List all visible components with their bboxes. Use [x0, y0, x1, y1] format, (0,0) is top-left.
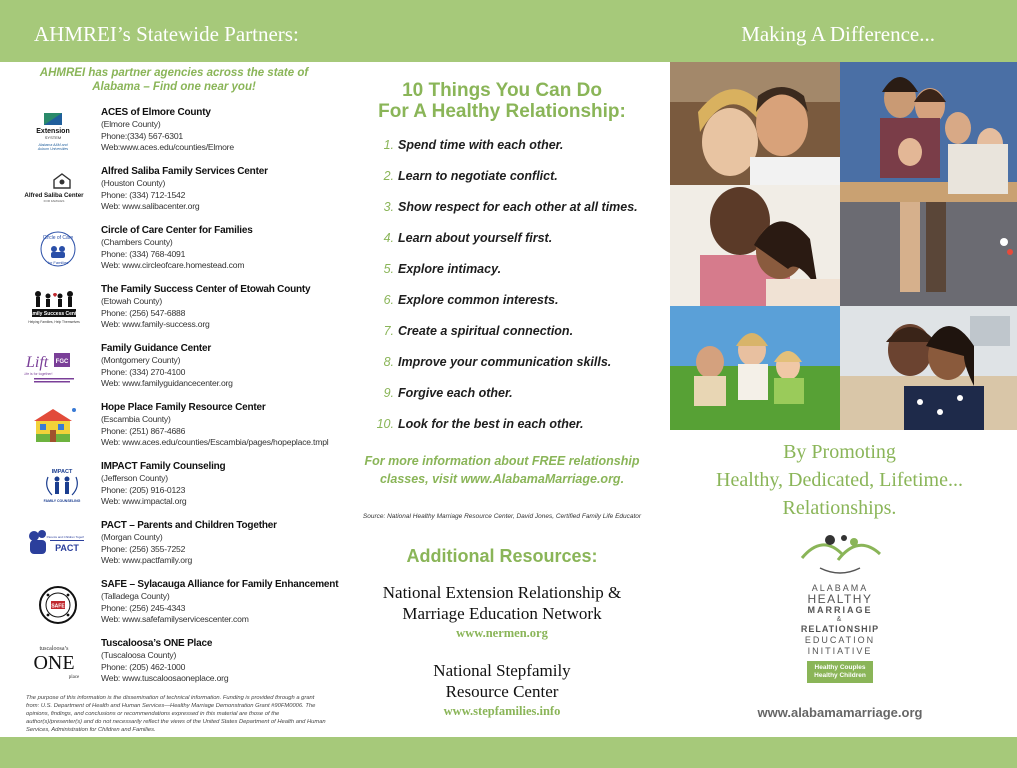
- tips-title-line1: 10 Things You Can Do: [402, 80, 602, 101]
- tip-number: 2.: [383, 169, 394, 183]
- partner-name: Circle of Care Center for Families: [101, 225, 253, 236]
- partner-name: IMPACT Family Counseling: [101, 461, 226, 472]
- couple-photo: [670, 62, 840, 185]
- svg-text:FAMILY COUNSELING: FAMILY COUNSELING: [43, 499, 81, 503]
- tip-text: Learn to negotiate conflict.: [398, 169, 558, 183]
- tip-item: [366, 262, 501, 282]
- logo-alabama: ALABAMA: [811, 583, 869, 593]
- svg-text:Parents and Children Together: Parents and Children Together: [46, 535, 84, 539]
- partner-name: ACES of Elmore County: [101, 107, 211, 118]
- partner-web[interactable]: Web: www.safefamilyservicescenter.com: [101, 614, 249, 624]
- partner-entry: [20, 166, 340, 222]
- tip-item: [366, 138, 563, 158]
- partner-web[interactable]: Web: www.tuscaloosaoneplace.org: [101, 673, 229, 683]
- partner-county: (Montgomery County): [101, 355, 181, 365]
- promo-line1: By Promoting: [783, 441, 896, 463]
- partner-web[interactable]: Web: www.aces.edu/counties/Escambia/pages/hopeplace.tmpl: [101, 437, 329, 447]
- logo-healthy: HEALTHY: [807, 592, 873, 606]
- partner-county: (Tuscaloosa County): [101, 650, 177, 660]
- resource-url[interactable]: www.nermen.org: [456, 626, 548, 640]
- partner-name: Hope Place Family Resource Center: [101, 402, 266, 413]
- tip-text: Learn about yourself first.: [398, 231, 553, 245]
- partner-phone: Phone: (205) 916-0123: [101, 484, 186, 495]
- partner-name: The Family Success Center of Etowah County: [101, 284, 311, 295]
- tip-text: Create a spiritual connection.: [398, 324, 574, 338]
- tuscaloosa-one-place-logo: [24, 642, 84, 682]
- family-photo: [840, 62, 1017, 306]
- more-info-text: [352, 452, 652, 488]
- tip-item: [366, 293, 558, 313]
- resource-name: [352, 582, 652, 624]
- tip-text: Improve your communication skills.: [398, 355, 612, 369]
- partner-county: (Jefferson County): [101, 473, 168, 483]
- logo-amp: &: [836, 616, 844, 623]
- partner-phone: Phone:(334) 567-6301: [101, 130, 184, 141]
- tip-text: Show respect for each other at all times.: [398, 200, 638, 214]
- partner-county: (Morgan County): [101, 532, 163, 542]
- partner-phone: Phone: (256) 547-6888: [101, 307, 186, 318]
- impact-counseling-logo: [24, 465, 84, 505]
- svg-text:SAFE: SAFE: [51, 603, 65, 610]
- tip-number: 7.: [383, 324, 394, 338]
- tip-text: Explore intimacy.: [398, 262, 502, 276]
- tip-text: Look for the best in each other.: [398, 417, 584, 431]
- promotion-text: [672, 438, 1007, 522]
- partner-county: (Talladega County): [101, 591, 170, 601]
- tip-number: 3.: [383, 200, 394, 214]
- svg-text:Lift: Lift: [26, 354, 49, 371]
- partner-entry: [20, 343, 340, 399]
- svg-text:Alabama A&M and: Alabama A&M and: [38, 143, 68, 147]
- tips-source: Source: National Healthy Marriage Resource Center, David Jones, Certified Family Life Educator: [362, 513, 642, 520]
- safe-logo: [24, 583, 84, 623]
- promo-line2: Healthy, Dedicated, Lifetime...: [716, 469, 963, 491]
- badge-line2: Healthy Children: [814, 672, 866, 679]
- partner-phone: Phone: (334) 712-1542: [101, 189, 186, 200]
- partner-county: (Etowah County): [101, 296, 163, 306]
- promo-line3: Relationships.: [782, 497, 897, 519]
- partner-entry: [20, 284, 340, 340]
- tips-title-line2: For A Healthy Relationship:: [378, 101, 626, 122]
- svg-text:PACT: PACT: [55, 543, 79, 553]
- partner-name: Tuscaloosa’s ONE Place: [101, 638, 213, 649]
- tip-item: [366, 386, 513, 406]
- tip-number: 8.: [383, 355, 394, 369]
- partner-entry: [20, 520, 340, 576]
- partner-name: Alfred Saliba Family Services Center: [101, 166, 268, 177]
- lift-fgc-logo: [24, 347, 84, 387]
- family-park-photo: [670, 306, 840, 430]
- partner-county: (Houston County): [101, 178, 166, 188]
- partner-phone: Phone: (256) 355-7252: [101, 543, 186, 554]
- logo-badge: [807, 661, 873, 683]
- tip-text: Spend time with each other.: [398, 138, 564, 152]
- svg-text:Life is for together!: Life is for together!: [24, 372, 53, 376]
- more-info-line2[interactable]: classes, visit www.AlabamaMarriage.org.: [379, 472, 625, 486]
- tip-item: [366, 200, 638, 220]
- svg-text:tuscaloosa’s: tuscaloosa’s: [39, 646, 69, 652]
- logo-relationship: RELATIONSHIP: [800, 624, 880, 634]
- partners-column: [20, 66, 340, 94]
- saliba-center-logo: [24, 170, 84, 210]
- top-banner: [0, 0, 1017, 62]
- partner-phone: Phone: (251) 867-4686: [101, 425, 186, 436]
- partners-intro: AHMREI has partner agencies across the state of Alabama – Find one near you!: [39, 67, 309, 93]
- partner-county: (Escambia County): [101, 414, 171, 424]
- aces-extension-logo: [24, 111, 84, 151]
- partner-entry: [20, 402, 340, 458]
- resource-url[interactable]: www.stepfamilies.info: [443, 704, 561, 718]
- resource-name-line2: Marriage Education Network: [402, 604, 602, 623]
- svg-text:Extension: Extension: [36, 128, 70, 135]
- svg-text:Helping Families, Help Themsel: Helping Families, Help Themselves: [28, 320, 80, 324]
- ahmrei-emblem-icon: [790, 528, 890, 578]
- partner-county: (Elmore County): [101, 119, 161, 129]
- partner-web[interactable]: Web:www.aces.edu/counties/Elmore: [101, 142, 234, 152]
- partner-name: Family Guidance Center: [101, 343, 212, 354]
- resource-name: [352, 660, 652, 702]
- tip-item: [366, 169, 558, 189]
- partner-phone: Phone: (205) 462-1000: [101, 661, 186, 672]
- partner-entry: [20, 579, 340, 635]
- badge-line1: Healthy Couples: [814, 664, 866, 671]
- website-url[interactable]: www.alabamamarriage.org: [757, 705, 923, 720]
- partner-web[interactable]: Web: www.pactfamily.org: [101, 555, 193, 565]
- bottom-banner: [0, 737, 1017, 768]
- logo-marriage: MARRIAGE: [807, 605, 873, 615]
- tip-item: [366, 324, 573, 344]
- partner-phone: Phone: (256) 245-4343: [101, 602, 186, 613]
- tip-number: 5.: [383, 262, 394, 276]
- partner-web[interactable]: Web: www.impactal.org: [101, 496, 187, 506]
- partner-entry: [20, 461, 340, 517]
- tip-number: 9.: [383, 386, 394, 400]
- logo-education: EDUCATION: [804, 635, 876, 645]
- tip-item: [366, 355, 611, 375]
- partners-heading: AHMREI’s Statewide Partners:: [34, 22, 299, 46]
- logo-initiative: INITIATIVE: [807, 646, 873, 656]
- partner-county: (Chambers County): [101, 237, 173, 247]
- beach-couple-photo: [840, 306, 1017, 430]
- partner-entry: [20, 638, 340, 694]
- svg-text:FOR FAMILIES: FOR FAMILIES: [43, 199, 65, 203]
- tip-item: [366, 231, 552, 251]
- tip-text: Explore common interests.: [398, 293, 559, 307]
- svg-text:for Families: for Families: [47, 260, 69, 265]
- svg-text:Alfred Saliba Center: Alfred Saliba Center: [24, 192, 84, 199]
- tip-number: 6.: [383, 293, 394, 307]
- svg-text:IMPACT: IMPACT: [51, 469, 73, 475]
- resource-name-line1: National Extension Relationship &: [382, 583, 622, 602]
- partner-entry: [20, 107, 340, 163]
- pact-logo: [24, 524, 84, 564]
- svg-text:Family Success Center: Family Success Center: [26, 311, 82, 317]
- partner-name: SAFE – Sylacauga Alliance for Family Enhancement: [101, 579, 339, 590]
- tips-title: [352, 80, 652, 122]
- svg-text:SYSTEM: SYSTEM: [44, 135, 62, 140]
- partner-phone: Phone: (334) 768-4091: [101, 248, 186, 259]
- svg-text:place: place: [68, 675, 80, 680]
- partner-web[interactable]: Web: www.family-success.org: [101, 319, 210, 329]
- partner-web[interactable]: Web: www.salibacenter.org: [101, 201, 200, 211]
- more-info-line1: For more information about FREE relationship: [364, 454, 640, 468]
- tip-item: [366, 417, 583, 437]
- svg-text:ONE: ONE: [33, 652, 75, 674]
- svg-text:Circle of Care: Circle of Care: [42, 235, 74, 241]
- tip-number: 1.: [383, 138, 394, 152]
- smiling-couple-photo: [670, 185, 840, 306]
- partner-entry: [20, 225, 340, 281]
- svg-text:Auburn Universities: Auburn Universities: [37, 147, 69, 151]
- svg-text:FGC: FGC: [55, 359, 69, 365]
- ahmrei-logo: [790, 528, 890, 698]
- funding-disclaimer: The purpose of this information is the dissemination of technical information. Funding is provided through a grant from: U.S. Department of Health and Human Services—Healthy Marriage Demonstration Grant #90FM0006. The opinions, findings, and conclusions or recommendations expressed in this material are those of the author(s)/presenter(s) and do not necessarily reflect the views of the United States Department of Health and Human Services, Administration for Children and Families.: [26, 695, 326, 733]
- resource-name-line1: National Stepfamily: [433, 661, 571, 680]
- family-success-center-logo: [24, 288, 84, 328]
- resource-name-line2: Resource Center: [445, 682, 559, 701]
- hope-place-logo: [24, 406, 84, 446]
- additional-resources-heading: Additional Resources:: [406, 546, 598, 566]
- partner-phone: Phone: (334) 270-4100: [101, 366, 186, 377]
- tip-number: 10.: [376, 417, 394, 431]
- tip-text: Forgive each other.: [398, 386, 513, 400]
- partner-web[interactable]: Web: www.circleofcare.homestead.com: [101, 260, 245, 270]
- partner-web[interactable]: Web: www.familyguidancecenter.org: [101, 378, 233, 388]
- tip-number: 4.: [383, 231, 394, 245]
- circle-of-care-logo: [24, 229, 84, 269]
- making-difference-heading: Making A Difference...: [741, 22, 935, 46]
- partner-name: PACT – Parents and Children Together: [101, 520, 277, 531]
